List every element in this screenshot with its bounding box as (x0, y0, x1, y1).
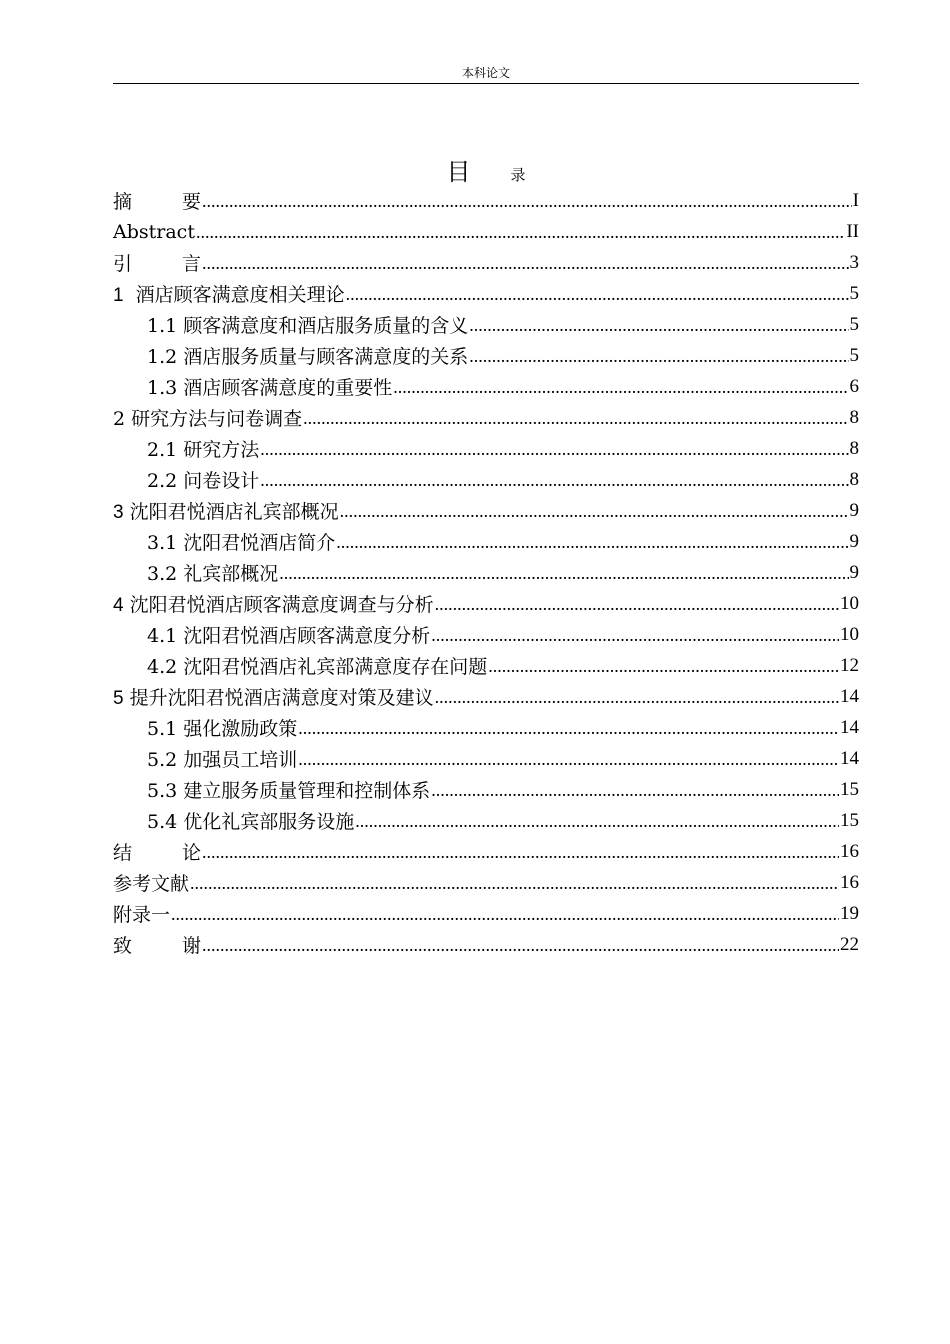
toc-entry-label: 5 提升沈阳君悦酒店满意度对策及建议 (113, 687, 434, 709)
toc-entry-page: I (852, 189, 859, 211)
toc-entry-page: 12 (840, 654, 859, 676)
dot-leader (431, 624, 839, 646)
dot-leader (336, 531, 848, 553)
table-of-contents (113, 185, 859, 960)
toc-entry-label: 5.3 建立服务质量管理和控制体系 (147, 780, 431, 802)
toc-entry-abstract-cn[interactable] (113, 185, 859, 216)
dot-leader (279, 562, 848, 584)
dot-leader (488, 655, 839, 677)
toc-entry-page: 9 (849, 499, 859, 521)
toc-entry-page: II (846, 220, 859, 242)
toc-entry-section-1-1[interactable] (113, 309, 859, 340)
toc-entry-label: 1.1 顾客满意度和酒店服务质量的含义 (147, 315, 469, 337)
toc-entry-label: 1 酒店顾客满意度相关理论 (113, 284, 345, 306)
toc-entry-page: 8 (849, 437, 859, 459)
dot-leader (202, 841, 839, 863)
dot-leader (202, 252, 849, 274)
toc-entry-page: 10 (840, 592, 859, 614)
toc-entry-page: 5 (849, 282, 859, 304)
page-header: 本科论文 (461, 66, 510, 80)
toc-entry-label: 引 言 (113, 253, 201, 275)
dot-leader (469, 345, 848, 367)
dot-leader (431, 779, 839, 801)
toc-entry-label: 2.2 问卷设计 (147, 470, 260, 492)
toc-entry-section-5-2[interactable] (113, 743, 859, 774)
toc-entry-references[interactable] (113, 867, 859, 898)
toc-entry-label: 3.2 礼宾部概况 (147, 563, 279, 585)
dot-leader (171, 903, 839, 925)
toc-entry-label: 1.3 酒店顾客满意度的重要性 (147, 377, 393, 399)
toc-entry-page: 15 (840, 778, 859, 800)
toc-title (113, 152, 859, 187)
toc-entry-section-5-3[interactable] (113, 774, 859, 805)
toc-entry-page: 9 (849, 561, 859, 583)
dot-leader (260, 438, 848, 460)
toc-entry-section-3-2[interactable] (113, 557, 859, 588)
toc-entry-label: 4.1 沈阳君悦酒店顾客满意度分析 (147, 625, 431, 647)
toc-entry-page: 5 (849, 313, 859, 335)
dot-leader (340, 500, 849, 522)
dot-leader (469, 314, 848, 336)
toc-entry-page: 8 (849, 406, 859, 428)
toc-entry-label: 5.1 强化激励政策 (147, 718, 298, 740)
toc-entry-label: 2.1 研究方法 (147, 439, 260, 461)
dot-leader (393, 376, 848, 398)
toc-title-char-2: 录 (510, 166, 526, 184)
dot-leader (298, 717, 839, 739)
toc-entry-acknowledgements[interactable] (113, 929, 859, 960)
toc-entry-chapter-5[interactable] (113, 681, 859, 712)
toc-entry-chapter-3[interactable] (113, 495, 859, 526)
toc-entry-section-1-2[interactable] (113, 340, 859, 371)
dot-leader (190, 872, 839, 894)
toc-entry-label: 2 研究方法与问卷调查 (113, 408, 303, 430)
toc-entry-label: 4 沈阳君悦酒店顾客满意度调查与分析 (113, 594, 434, 616)
toc-entry-introduction[interactable] (113, 247, 859, 278)
toc-entry-page: 14 (840, 716, 859, 738)
toc-entry-label: 1.2 酒店服务质量与顾客满意度的关系 (147, 346, 469, 368)
dot-leader (435, 593, 839, 615)
toc-entry-section-1-3[interactable] (113, 371, 859, 402)
toc-entry-page: 16 (840, 840, 859, 862)
toc-entry-label: 附录一 (113, 904, 171, 926)
toc-title-char-1: 目 (446, 158, 471, 186)
toc-entry-label: 参考文献 (113, 873, 190, 895)
toc-entry-appendix-1[interactable] (113, 898, 859, 929)
toc-entry-chapter-1[interactable] (113, 278, 859, 309)
dot-leader (346, 283, 849, 305)
toc-entry-page: 19 (840, 902, 859, 924)
toc-entry-section-2-1[interactable] (113, 433, 859, 464)
toc-entry-page: 14 (840, 747, 859, 769)
dot-leader (260, 469, 848, 491)
toc-entry-label: 3.1 沈阳君悦酒店简介 (147, 532, 336, 554)
toc-entry-page: 3 (849, 251, 859, 273)
dot-leader (196, 221, 845, 243)
toc-entry-conclusion[interactable] (113, 836, 859, 867)
toc-entry-label: Abstract (113, 220, 195, 243)
toc-entry-section-4-2[interactable] (113, 650, 859, 681)
toc-entry-page: 5 (849, 344, 859, 366)
header-rule (113, 83, 859, 84)
toc-entry-page: 10 (840, 623, 859, 645)
toc-entry-label: 4.2 沈阳君悦酒店礼宾部满意度存在问题 (147, 656, 488, 678)
toc-entry-page: 14 (840, 685, 859, 707)
dot-leader (202, 190, 852, 212)
toc-entry-label: 5.2 加强员工培训 (147, 749, 298, 771)
toc-entry-abstract-en[interactable] (113, 216, 859, 247)
toc-entry-section-4-1[interactable] (113, 619, 859, 650)
toc-entry-page: 6 (849, 375, 859, 397)
toc-entry-label: 结 论 (113, 842, 201, 864)
dot-leader (435, 686, 839, 708)
toc-entry-chapter-2[interactable] (113, 402, 859, 433)
dot-leader (303, 407, 848, 429)
toc-entry-section-5-1[interactable] (113, 712, 859, 743)
dot-leader (202, 934, 839, 956)
toc-entry-label: 3 沈阳君悦酒店礼宾部概况 (113, 501, 339, 523)
toc-entry-section-3-1[interactable] (113, 526, 859, 557)
toc-entry-page: 16 (840, 871, 859, 893)
toc-entry-chapter-4[interactable] (113, 588, 859, 619)
toc-entry-label: 5.4 优化礼宾部服务设施 (147, 811, 355, 833)
toc-entry-label: 致 谢 (113, 935, 201, 957)
toc-entry-section-2-2[interactable] (113, 464, 859, 495)
dot-leader (355, 810, 839, 832)
toc-entry-section-5-4[interactable] (113, 805, 859, 836)
toc-entry-page: 8 (849, 468, 859, 490)
toc-entry-page: 22 (840, 933, 859, 955)
dot-leader (298, 748, 839, 770)
toc-entry-page: 9 (849, 530, 859, 552)
toc-entry-page: 15 (840, 809, 859, 831)
toc-entry-label: 摘 要 (113, 191, 201, 213)
